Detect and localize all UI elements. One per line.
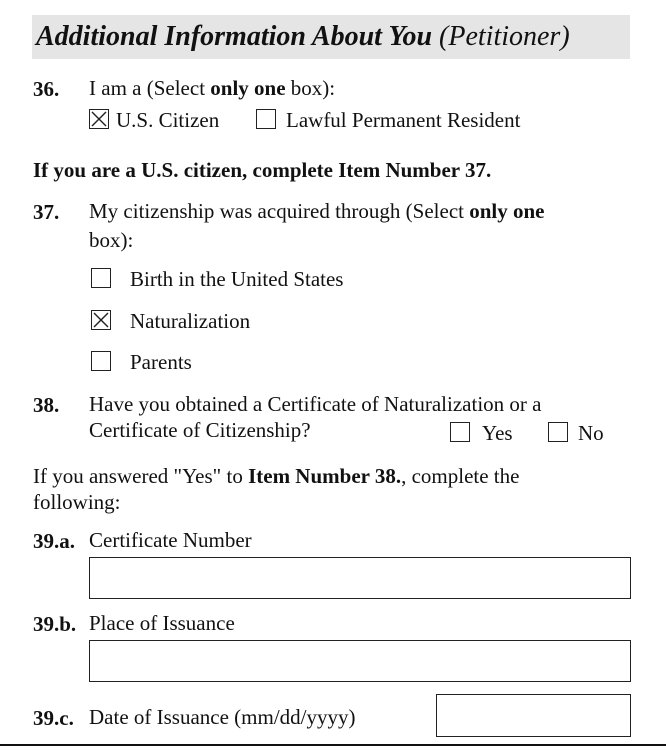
section-header: [32, 15, 630, 59]
certificate-number-label: Certificate Number: [89, 528, 252, 552]
parents-label: Parents: [130, 350, 192, 374]
certificate-yes-label: Yes: [482, 421, 513, 445]
naturalization-label: Naturalization: [130, 309, 251, 333]
item-37-number: 37.: [33, 200, 60, 224]
place-of-issuance-label: Place of Issuance: [89, 611, 235, 635]
birth-in-us-checkbox[interactable]: [91, 268, 111, 288]
section-title: Additional Information About You (Petitioner): [36, 21, 570, 52]
date-of-issuance-field[interactable]: [436, 694, 631, 737]
item-39a-number: 39.a.: [33, 529, 75, 553]
item-36-question: I am a (Select only one box):: [89, 76, 336, 100]
instruction-item-39: If you answered "Yes" to Item Number 38., complete the: [33, 464, 520, 488]
item-39b-number: 39.b.: [33, 612, 77, 636]
certificate-no-checkbox[interactable]: [548, 422, 568, 442]
item-39c-number: 39.c.: [33, 706, 74, 730]
instruction-item-37: If you are a U.S. citizen, complete Item Number 37.: [33, 158, 492, 182]
us-citizen-checkbox[interactable]: [89, 109, 109, 129]
parents-checkbox[interactable]: [91, 351, 111, 371]
certificate-yes-checkbox[interactable]: [450, 422, 470, 442]
item-38-question-line1: Have you obtained a Certificate of Naturalization or a: [89, 392, 542, 416]
certificate-number-field[interactable]: [89, 557, 631, 599]
lawful-permanent-resident-label: Lawful Permanent Resident: [286, 108, 521, 132]
section-title-suffix: (Petitioner): [439, 21, 570, 52]
item-37-question-line2: box):: [89, 228, 134, 252]
certificate-no-label: No: [578, 421, 604, 445]
item-38-number: 38.: [33, 393, 60, 417]
place-of-issuance-field[interactable]: [89, 640, 631, 682]
date-of-issuance-label: Date of Issuance (mm/dd/yyyy): [89, 705, 356, 729]
birth-in-us-label: Birth in the United States: [130, 267, 344, 291]
bottom-rule: [0, 744, 666, 746]
instruction-item-39-line2: following:: [33, 490, 121, 514]
lawful-permanent-resident-checkbox[interactable]: [256, 109, 276, 129]
checkmark-x-icon: [90, 110, 108, 128]
item-36-number: 36.: [33, 77, 60, 101]
item-37-question-line1: My citizenship was acquired through (Select only one: [89, 199, 545, 223]
item-38-question-line2: Certificate of Citizenship?: [89, 418, 311, 442]
us-citizen-label: U.S. Citizen: [116, 108, 220, 132]
checkmark-x-icon: [92, 311, 110, 329]
naturalization-checkbox[interactable]: [91, 310, 111, 330]
